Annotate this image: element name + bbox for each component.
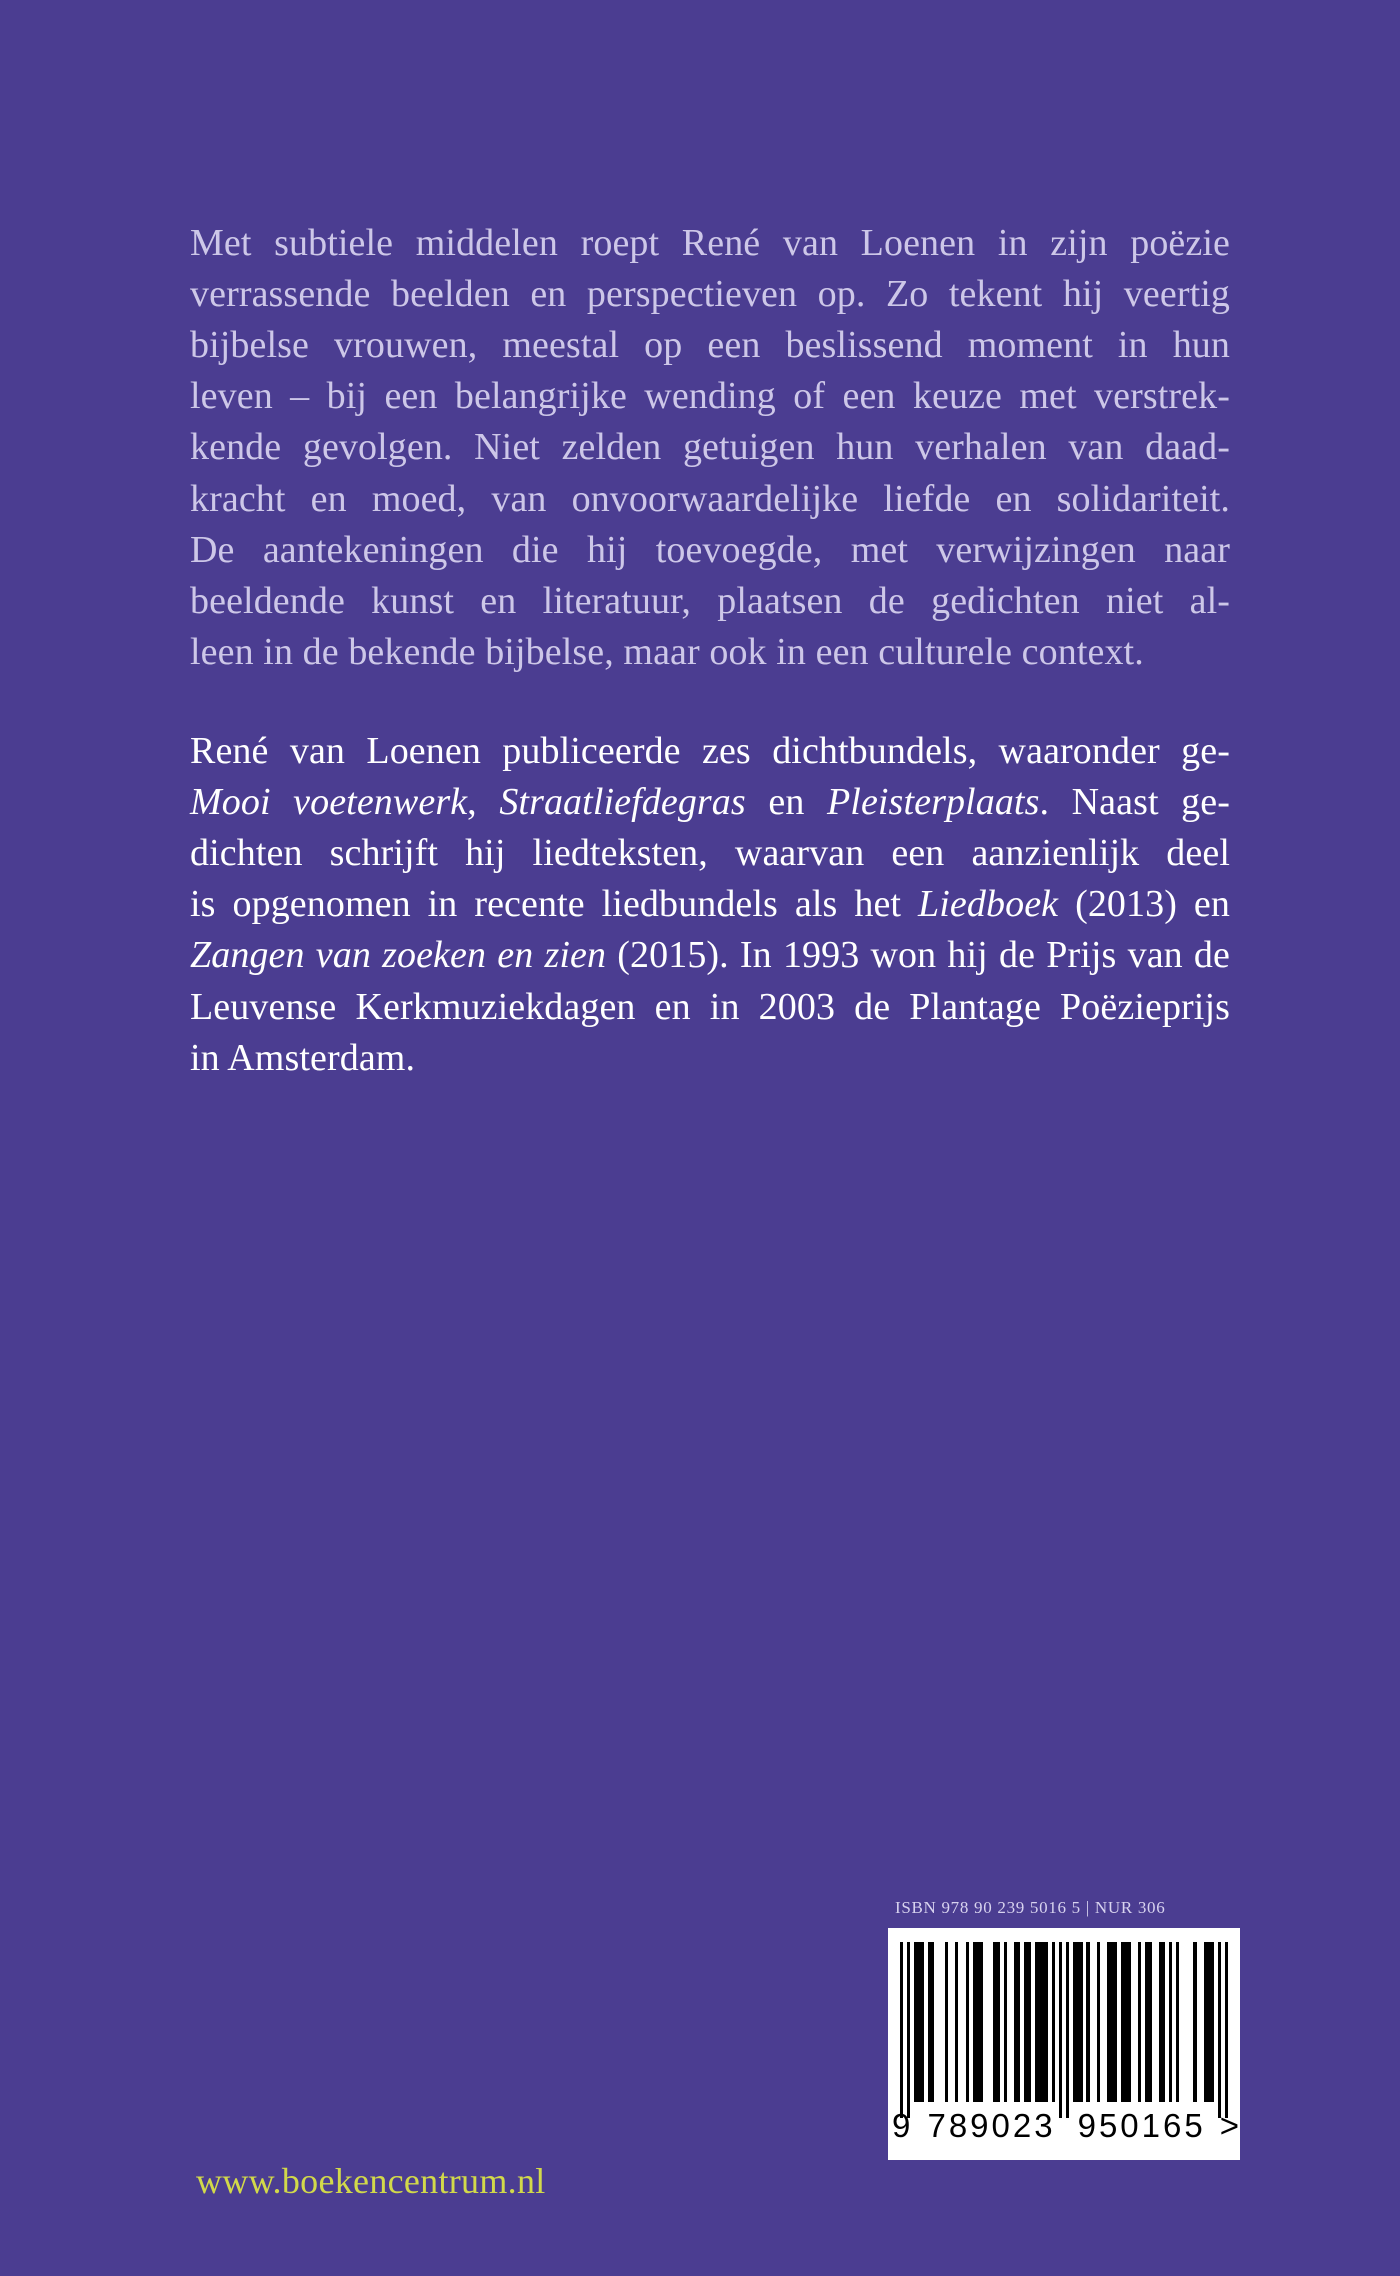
- barcode-bar: [907, 1942, 910, 2118]
- barcode-left-group: 789023: [927, 2107, 1056, 2144]
- blurb-line: beeldende kunst en literatuur, plaatsen de gedichten niet al-: [190, 579, 1230, 622]
- barcode-bar: [1176, 1942, 1179, 2102]
- bio-text: is opgenomen in recente liedbundels als het: [190, 883, 919, 926]
- barcode-bar: [928, 1942, 935, 2102]
- barcode-bar: [914, 1942, 924, 2102]
- barcode-bar: [1225, 1942, 1228, 2118]
- bio-text: ,: [467, 781, 500, 824]
- bio-text: Leuvense Kerkmuziekdagen en in 2003 de Plantage Poëzieprijs: [190, 985, 1230, 1028]
- blurb-line: leven – bij een belangrijke wending of een keuze met verstrek-: [190, 375, 1230, 418]
- barcode-bar: [1121, 1942, 1131, 2102]
- blurb-paragraph-description: [190, 218, 1230, 678]
- author-biography-paragraph: [190, 726, 1230, 1084]
- barcode-bar: [945, 1942, 948, 2102]
- barcode-bar: [973, 1942, 983, 2102]
- book-title-liedboek: Liedboek: [918, 883, 1059, 926]
- barcode-bar: [1218, 1942, 1221, 2118]
- barcode-bar: [1204, 1942, 1214, 2102]
- bio-line: [190, 777, 1230, 828]
- bio-line: [190, 879, 1230, 930]
- barcode-tail-symbol: >: [1219, 2107, 1240, 2144]
- barcode-bar: [1014, 1942, 1021, 2102]
- isbn-nur-line: ISBN 978 90 239 5016 5 | NUR 306: [895, 1898, 1166, 1917]
- barcode-bar: [1145, 1942, 1152, 2102]
- barcode-bar: [1169, 1942, 1172, 2102]
- bio-text: . Naast ge-: [1039, 781, 1230, 824]
- bio-text: in Amsterdam.: [190, 1036, 416, 1079]
- blurb-line: Met subtiele middelen roept René van Loenen in zijn poëzie: [190, 222, 1230, 264]
- barcode-bar: [1086, 1942, 1089, 2102]
- barcode-bar: [1159, 1942, 1166, 2102]
- blurb-text-block: [190, 218, 1230, 1084]
- barcode-bar: [1097, 1942, 1100, 2102]
- barcode-bar: [993, 1942, 1000, 2102]
- barcode-bar: [1059, 1942, 1062, 2118]
- barcode-bar: [1138, 1942, 1141, 2102]
- book-title-mooi-voetenwerk: Mooi voetenwerk: [190, 781, 468, 824]
- isbn-barcode: [888, 1928, 1240, 2160]
- barcode-digits: [888, 2104, 1240, 2148]
- barcode-bar: [955, 1942, 958, 2102]
- barcode-lead-digit: 9: [892, 2107, 912, 2144]
- bio-text: (2015). In 1993 won hij de Prijs van de: [606, 934, 1230, 977]
- bio-line: [190, 726, 1230, 777]
- barcode-bar: [1052, 1942, 1055, 2102]
- barcode-right-group: 950165: [1077, 2107, 1206, 2144]
- barcode-bar: [1066, 1942, 1069, 2118]
- bio-line: [190, 982, 1230, 1033]
- barcode-bars: [900, 1942, 1228, 2102]
- blurb-line: kracht en moed, van onvoorwaardelijke liefde en solidariteit.: [190, 477, 1230, 520]
- barcode-bar: [1035, 1942, 1048, 2102]
- blurb-line: verrassende beelden en perspectieven op. Zo tekent hij veertig: [190, 273, 1230, 316]
- barcode-bar: [966, 1942, 969, 2102]
- barcode-bar: [1073, 1942, 1083, 2102]
- blurb-line: leen in de bekende bijbelse, maar ook in een culturele context.: [190, 630, 1144, 673]
- book-title-pleisterplaats: Pleisterplaats: [826, 781, 1040, 824]
- bio-line: [190, 930, 1230, 981]
- barcode-bar: [1193, 1942, 1196, 2102]
- barcode-bar: [1107, 1942, 1117, 2102]
- bio-text: dichten schrijft hij liedteksten, waarvan een aanzienlijk deel: [190, 832, 1230, 875]
- bio-text: René van Loenen publiceerde zes dichtbundels, waaronder ge-: [190, 729, 1230, 772]
- blurb-line: bijbelse vrouwen, meestal op een beslissend moment in hun: [190, 324, 1230, 367]
- bio-line: [190, 1033, 1230, 1084]
- bio-text: en: [745, 781, 827, 824]
- book-title-straatliefdegras: Straatliefdegras: [499, 781, 746, 824]
- barcode-bar: [1024, 1942, 1031, 2102]
- barcode-bar: [1004, 1942, 1007, 2102]
- blurb-line: De aantekeningen die hij toevoegde, met verwijzingen naar: [190, 528, 1230, 571]
- publisher-website[interactable]: www.boekencentrum.nl: [196, 2161, 546, 2201]
- book-title-zangen-van-zoeken-en-zien: Zangen van zoeken en zien: [190, 934, 607, 977]
- bio-line: [190, 828, 1230, 879]
- blurb-line: kende gevolgen. Niet zelden getuigen hun verhalen van daad-: [190, 426, 1230, 469]
- bio-text: (2013) en: [1058, 883, 1230, 926]
- barcode-bar: [900, 1942, 903, 2118]
